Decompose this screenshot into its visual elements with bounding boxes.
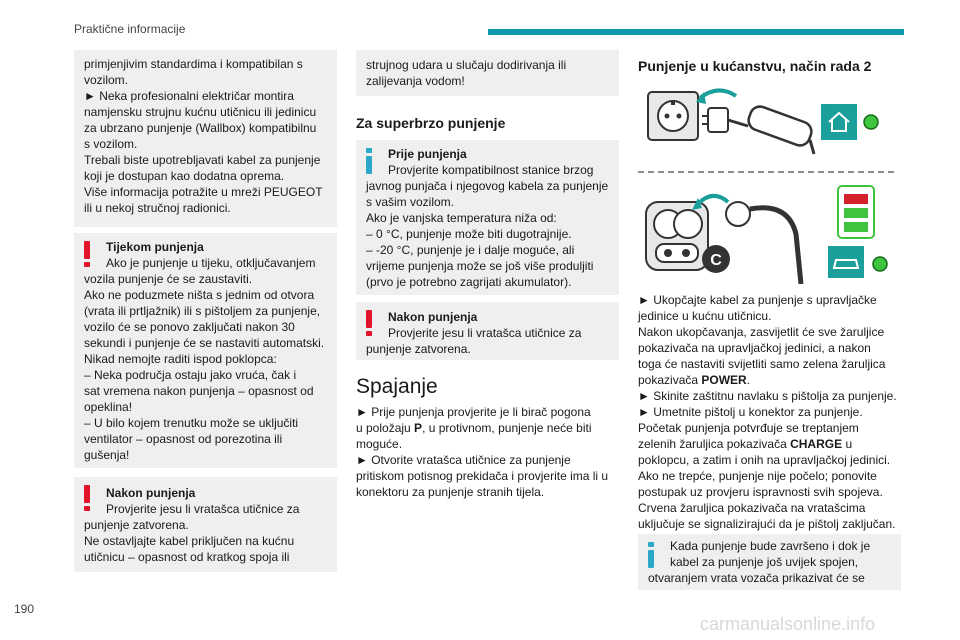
charging-diagram [638,84,898,284]
text-line: ► Prije punjenja provjerite je li birač pogona [356,405,591,419]
text-line: vrijeme punjenja može se još više produljiti [366,259,594,273]
text-line: u položaju P, u protivnom, punjenje neće biti [356,421,592,435]
charging-gun-icon [726,202,801,284]
text-line: vozilo će se ponovo zaključati nakon 30 [84,320,295,334]
text-line: Trebali biste upotrebljavati kabel za punjenje [84,153,321,167]
warning-title: Nakon punjenja [388,310,478,324]
text-line: s vašim vozilom. [366,195,455,209]
text-line: ► Umetnite pištolj u konektor za punjenje. [638,405,863,419]
warning-box-after-charging [74,477,337,572]
green-indicator [864,115,878,129]
charging-illustration [638,84,898,284]
text-line: Provjerite jesu li vratašca utičnice za [388,326,582,340]
text-line: ili u nekoj stručnoj radionici. [84,201,231,215]
warning-title: Tijekom punjenja [106,240,204,254]
text-line: za ubrzano punjenje (Wallbox) kompatibilnu [84,121,317,135]
info-text [366,162,616,290]
text-line: Više informacija potražite u mreži PEUGEOT [84,185,323,199]
text-line: Provjerite jesu li vratašca utičnice za [106,502,300,516]
text-line: utičnicu – opasnost od kratkog spoja ili [84,550,290,564]
wall-socket-icon [648,92,698,140]
text-line: Ako je punjenje u tijeku, otključavanjem [106,256,316,270]
watermark: carmanualsonline.info [700,614,876,634]
warning-text [366,57,616,89]
text-line: (vrata ili prtljažnik) ili s pištoljem za punjenje, [84,304,321,318]
text-line: postupak uz provjeru ispravnosti svih spojeva. [638,485,883,499]
ccs-socket-icon [646,202,708,270]
text-line: jedinice u kućnu utičnicu. [638,309,772,323]
info-box-before-charging [356,140,619,295]
warning-title: Nakon punjenja [106,486,196,500]
info-title: Prije punjenja [388,147,467,161]
text-line: vozilom. [84,73,129,87]
text-line: – Neka područja ostaju jako vruća, čak i [84,368,297,382]
connecting-section-title: Spajanje [356,375,438,398]
text-line: pritiskom potisnog prekidača i provjerite ima li u [356,469,609,483]
text-line: – U bilo kojem trenutku može se uključiti [84,416,299,430]
text-line: sekundi i punjenje će se nastaviti automatski. [84,336,325,350]
superfast-charging-heading: Za superbrzo punjenje [356,115,506,131]
warning-text [84,501,334,565]
connecting-body-text [356,404,626,500]
text-line: Ako ne trepće, punjenje nije počelo; ponovite [638,469,877,483]
text-line: Nikad nemojte raditi ispod poklopca: [84,352,277,366]
header-accent-bar [488,29,904,35]
text-line: Početak punjenja potvrđuje se treptanjem [638,421,859,435]
info-text [648,538,898,586]
info-box-charging-complete [638,534,901,590]
lock-indicator-icon [838,186,874,238]
text-line: ventilator – opasnost od porezotina ili [84,432,283,446]
text-line: toga će nastaviti svijetliti samo zelena žaruljica [638,357,886,371]
text-line: Provjerite kompatibilnost stanice brzog [388,163,594,177]
text-line: zalijevanja vodom! [366,74,465,88]
text-line: gušenja! [84,448,130,462]
text-line: moguće. [356,437,403,451]
page-number: 190 [14,602,35,616]
text-line: ► Otvorite vratašca utičnice za punjenje [356,453,571,467]
text-line: Crvena žaruljica pokazivača na vratašcima [638,501,866,515]
text-line: uključuje se signalizirajući da je pištolj zaključan. [638,517,896,531]
text-line: Ako ne poduzmete ništa s jednim od otvora [84,288,315,302]
text-line: ► Skinite zaštitnu navlaku s pištolja za punjenje. [638,389,897,403]
text-line: primjenjivim standardima i kompatibilan s [84,57,303,71]
home-charging-heading: Punjenje u kućanstvu, način rada 2 [638,58,872,74]
text-line: (prvo je potrebno zagrijati akumulator). [366,275,572,289]
text-line: opeklina! [84,400,133,414]
text-line: Kada punjenje bude završeno i dok je [670,539,871,553]
text-line: strujnog udara u slučaju dodirivanja ili [366,58,567,72]
running-header: Praktične informacije [74,22,186,36]
green-indicator [873,257,887,271]
text-line: vozila punjenje će se zaustaviti. [84,272,253,286]
warning-box-during-charging [74,233,337,468]
text-line: otvaranjem vrata vozača prikazivat će se [648,571,865,585]
svg-text:C: C [710,252,722,269]
text-line: koji je dostupan kao dodatna oprema. [84,169,285,183]
text-line: Nakon ukopčavanja, zasvijetlit će sve žaruljice [638,325,885,339]
text-line: konektoru za punjenje stranih tijela. [356,485,545,499]
text-line: sat vremena nakon punjenja – opasnost od [84,384,314,398]
text-line: pokazivača POWER. [638,373,751,387]
label-c [702,245,730,273]
arrow-icon [700,90,736,98]
text-line: kabel za punjenje još uvijek spojen, [670,555,859,569]
text-line: javnog punjača i njegovog kabela za punjenje [366,179,609,193]
note-box-col1-top [74,50,337,227]
text-line: namjensku strujnu kućnu utičnicu ili jedinicu [84,105,317,119]
warning-text [366,325,616,357]
home-charging-body-text [638,292,908,532]
text-line: punjenje zatvorena. [366,342,471,356]
text-line: poklopcu, a zatim i onih na upravljačkoj jedinici. [638,453,891,467]
text-line: punjenje zatvorena. [84,518,189,532]
text-line: Ne ostavljajte kabel priključen na kućnu [84,534,295,548]
warning-box-after-charging-2 [356,302,619,360]
house-icon [821,104,857,140]
text-line: – 0 °C, punjenje može biti dugotrajnije. [366,227,572,241]
warning-box-continued [356,50,619,96]
text-line: s vozilom. [84,137,138,151]
text-line: ► Ukopčajte kabel za punjenje s upravljačke [638,293,877,307]
text-line: ► Neka profesionalni električar montira [84,89,294,103]
text-line: – -20 °C, punjenje je i dalje moguće, ali [366,243,575,257]
text-line: pokazivača na upravljačkoj jedinici, a nakon [638,341,871,355]
warning-text [84,255,334,463]
text-line: zelenih žaruljica pokazivača CHARGE u [638,437,853,451]
plug-icon [702,104,814,154]
car-icon [828,246,864,278]
text-line: Ako je vanjska temperatura niža od: [366,211,557,225]
note-text [84,56,334,216]
